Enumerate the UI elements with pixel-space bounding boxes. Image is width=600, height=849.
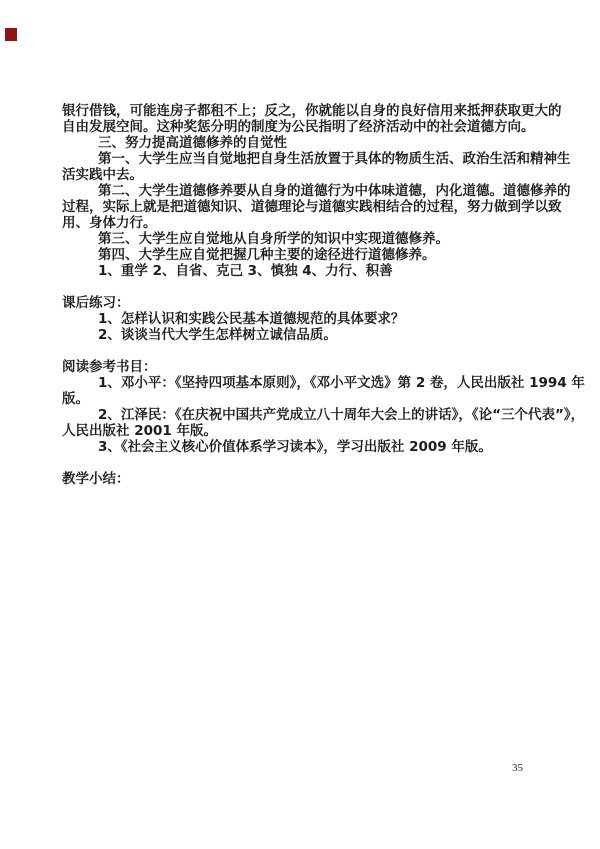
text-line: 课后练习： <box>62 295 130 311</box>
text-line: 人民出版社 2001 年版。 <box>62 423 217 439</box>
text-line: 活实践中去。 <box>62 167 143 183</box>
text-line: 自由发展空间。这种奖惩分明的制度为公民指明了经济活动中的社会道德方向。 <box>62 119 535 135</box>
text-line: 第二、大学生道德修养要从自身的道德行为中体味道德，内化道德。道德修养的 <box>98 183 571 199</box>
text-line: 第四、大学生应自觉把握几种主要的途径进行道德修养。 <box>98 247 436 263</box>
text-line: 1、邓小平：《坚持四项基本原则》，《邓小平文选》第 2 卷，人民出版社 1994 年 <box>98 375 585 391</box>
text-line <box>62 343 540 359</box>
text-line: 银行借钱，可能连房子都租不上；反之，你就能以自身的良好信用来抵押获取更大的 <box>62 103 562 119</box>
text-line: 过程，实际上就是把道德知识、道德理论与道德实践相结合的过程，努力做到学以致 <box>62 199 562 215</box>
text-line: 版。 <box>62 391 89 407</box>
text-line: 用、身体力行。 <box>62 215 157 231</box>
text-line: 2、谈谈当代大学生怎样树立诚信品质。 <box>98 327 337 343</box>
watermark-square <box>5 28 17 41</box>
text-line: 教学小结： <box>62 471 130 487</box>
page-number: 35 <box>512 762 523 774</box>
text-line: 第三、大学生应自觉地从自身所学的知识中实现道德修养。 <box>98 231 449 247</box>
text-line: 2、江泽民：《在庆祝中国共产党成立八十周年大会上的讲话》，《论“三个代表”》， <box>98 407 585 423</box>
text-line: 1、重学 2、自省、克己 3、慎独 4、力行、积善 <box>98 263 393 279</box>
text-line <box>62 455 540 471</box>
text-block <box>62 103 585 487</box>
text-line <box>62 279 540 295</box>
text-line: 三、努力提高道德修养的自觉性 <box>98 135 287 151</box>
text-line: 3、《社会主义核心价值体系学习读本》，学习出版社 2009 年版。 <box>98 439 492 455</box>
text-line: 第一、大学生应当自觉地把自身生活放置于具体的物质生活、政治生活和精神生 <box>98 151 571 167</box>
text-line: 1、怎样认识和实践公民基本道德规范的具体要求？ <box>98 311 405 327</box>
text-line: 阅读参考书目： <box>62 359 157 375</box>
